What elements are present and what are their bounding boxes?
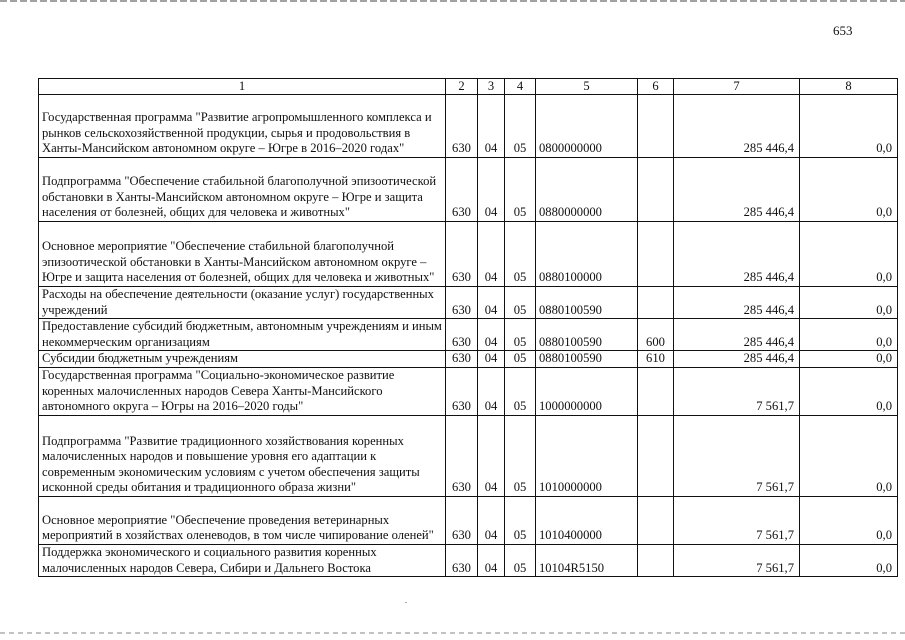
code-target-article: 10104R5150 <box>536 544 638 576</box>
row-description: Основное мероприятие "Обеспечение стабильной благополучной эпизоотической обстановки в Ханты-Мансийском автономном округе – Югре и защита населения от болезней, общих для человека и животных" <box>39 222 446 287</box>
code-expense-type <box>638 95 674 158</box>
code-expense-type: 600 <box>638 319 674 351</box>
scan-top-edge <box>0 0 905 2</box>
table-row <box>39 544 898 576</box>
code-target-article: 0880100000 <box>536 222 638 287</box>
table-row <box>39 496 898 544</box>
code-expense-type <box>638 544 674 576</box>
code-target-article: 0880100590 <box>536 351 638 368</box>
code-section: 04 <box>478 319 505 351</box>
amount: 7 561,7 <box>674 496 800 544</box>
code-target-article: 1010400000 <box>536 496 638 544</box>
scan-bottom-edge <box>0 632 905 634</box>
table-row <box>39 287 898 319</box>
code-expense-type <box>638 367 674 415</box>
amount-second: 0,0 <box>800 95 898 158</box>
amount-second: 0,0 <box>800 351 898 368</box>
code-section: 04 <box>478 287 505 319</box>
code-target-article: 0880100590 <box>536 319 638 351</box>
code-ministry: 630 <box>446 415 478 496</box>
row-description: Субсидии бюджетным учреждениям <box>39 351 446 368</box>
table-row <box>39 319 898 351</box>
amount: 7 561,7 <box>674 415 800 496</box>
amount-second: 0,0 <box>800 222 898 287</box>
code-ministry: 630 <box>446 351 478 368</box>
code-section: 04 <box>478 222 505 287</box>
code-subsection: 05 <box>505 415 536 496</box>
row-description: Предоставление субсидий бюджетным, автономным учреждениям и иным некоммерческим организациям <box>39 319 446 351</box>
code-ministry: 630 <box>446 496 478 544</box>
row-description: Основное мероприятие "Обеспечение проведения ветеринарных мероприятий в хозяйствах оленеводов, в том числе чипирование оленей" <box>39 496 446 544</box>
code-section: 04 <box>478 351 505 368</box>
code-subsection: 05 <box>505 287 536 319</box>
code-ministry: 630 <box>446 287 478 319</box>
code-ministry: 630 <box>446 544 478 576</box>
amount-second: 0,0 <box>800 367 898 415</box>
code-ministry: 630 <box>446 367 478 415</box>
page-number: 653 <box>833 23 853 38</box>
row-description: Поддержка экономического и социального развития коренных малочисленных народов Севера, Сибири и Дальнего Востока <box>39 544 446 576</box>
code-ministry: 630 <box>446 158 478 222</box>
row-description: Расходы на обеспечение деятельности (оказание услуг) государственных учреждений <box>39 287 446 319</box>
amount: 285 446,4 <box>674 158 800 222</box>
code-subsection: 05 <box>505 544 536 576</box>
row-description: Подпрограмма "Обеспечение стабильной благополучной эпизоотической обстановки в Ханты-Мансийском автономном округе – Югре и защита населения от болезней, общих для человека и животных" <box>39 158 446 222</box>
row-description: Государственная программа "Развитие агропромышленного комплекса и рынков сельскохозяйственной продукции, сырья и продовольствия в Ханты-Мансийском автономном округе – Югре в 2016–2020 годах" <box>39 95 446 158</box>
column-header: 5 <box>536 79 638 95</box>
code-section: 04 <box>478 158 505 222</box>
column-header: 6 <box>638 79 674 95</box>
scan-speck <box>405 602 407 603</box>
amount: 285 446,4 <box>674 222 800 287</box>
code-section: 04 <box>478 95 505 158</box>
code-expense-type <box>638 222 674 287</box>
code-subsection: 05 <box>505 496 536 544</box>
code-subsection: 05 <box>505 158 536 222</box>
code-section: 04 <box>478 415 505 496</box>
code-target-article: 0880100590 <box>536 287 638 319</box>
code-target-article: 0800000000 <box>536 95 638 158</box>
code-section: 04 <box>478 367 505 415</box>
code-section: 04 <box>478 544 505 576</box>
code-expense-type: 610 <box>638 351 674 368</box>
code-subsection: 05 <box>505 351 536 368</box>
amount: 285 446,4 <box>674 351 800 368</box>
amount-second: 0,0 <box>800 415 898 496</box>
code-expense-type <box>638 287 674 319</box>
amount: 285 446,4 <box>674 95 800 158</box>
budget-table <box>38 78 898 577</box>
amount-second: 0,0 <box>800 158 898 222</box>
amount-second: 0,0 <box>800 319 898 351</box>
amount: 285 446,4 <box>674 287 800 319</box>
code-target-article: 1000000000 <box>536 367 638 415</box>
amount: 285 446,4 <box>674 319 800 351</box>
table-row <box>39 95 898 158</box>
amount: 7 561,7 <box>674 544 800 576</box>
column-header: 3 <box>478 79 505 95</box>
code-subsection: 05 <box>505 95 536 158</box>
code-expense-type <box>638 158 674 222</box>
table-row <box>39 158 898 222</box>
row-description: Государственная программа "Социально-экономическое развитие коренных малочисленных народов Севера Ханты-Мансийского автономного округа – Югры на 2016–2020 годы" <box>39 367 446 415</box>
code-ministry: 630 <box>446 95 478 158</box>
amount-second: 0,0 <box>800 287 898 319</box>
row-description: Подпрограмма "Развитие традиционного хозяйствования коренных малочисленных народов и повышение уровня его адаптации к современным экономическим условиям с учетом обеспечения защиты исконной среды обитания и традиционного образа жизни" <box>39 415 446 496</box>
table-row <box>39 415 898 496</box>
code-target-article: 0880000000 <box>536 158 638 222</box>
code-subsection: 05 <box>505 319 536 351</box>
column-header: 4 <box>505 79 536 95</box>
table-row <box>39 367 898 415</box>
amount: 7 561,7 <box>674 367 800 415</box>
table-row <box>39 351 898 368</box>
amount-second: 0,0 <box>800 544 898 576</box>
column-header: 7 <box>674 79 800 95</box>
code-target-article: 1010000000 <box>536 415 638 496</box>
code-section: 04 <box>478 496 505 544</box>
code-expense-type <box>638 415 674 496</box>
code-subsection: 05 <box>505 222 536 287</box>
header-row <box>39 79 898 95</box>
column-header: 1 <box>39 79 446 95</box>
code-ministry: 630 <box>446 319 478 351</box>
code-expense-type <box>638 496 674 544</box>
code-ministry: 630 <box>446 222 478 287</box>
amount-second: 0,0 <box>800 496 898 544</box>
column-header: 2 <box>446 79 478 95</box>
table-row <box>39 222 898 287</box>
code-subsection: 05 <box>505 367 536 415</box>
column-header: 8 <box>800 79 898 95</box>
